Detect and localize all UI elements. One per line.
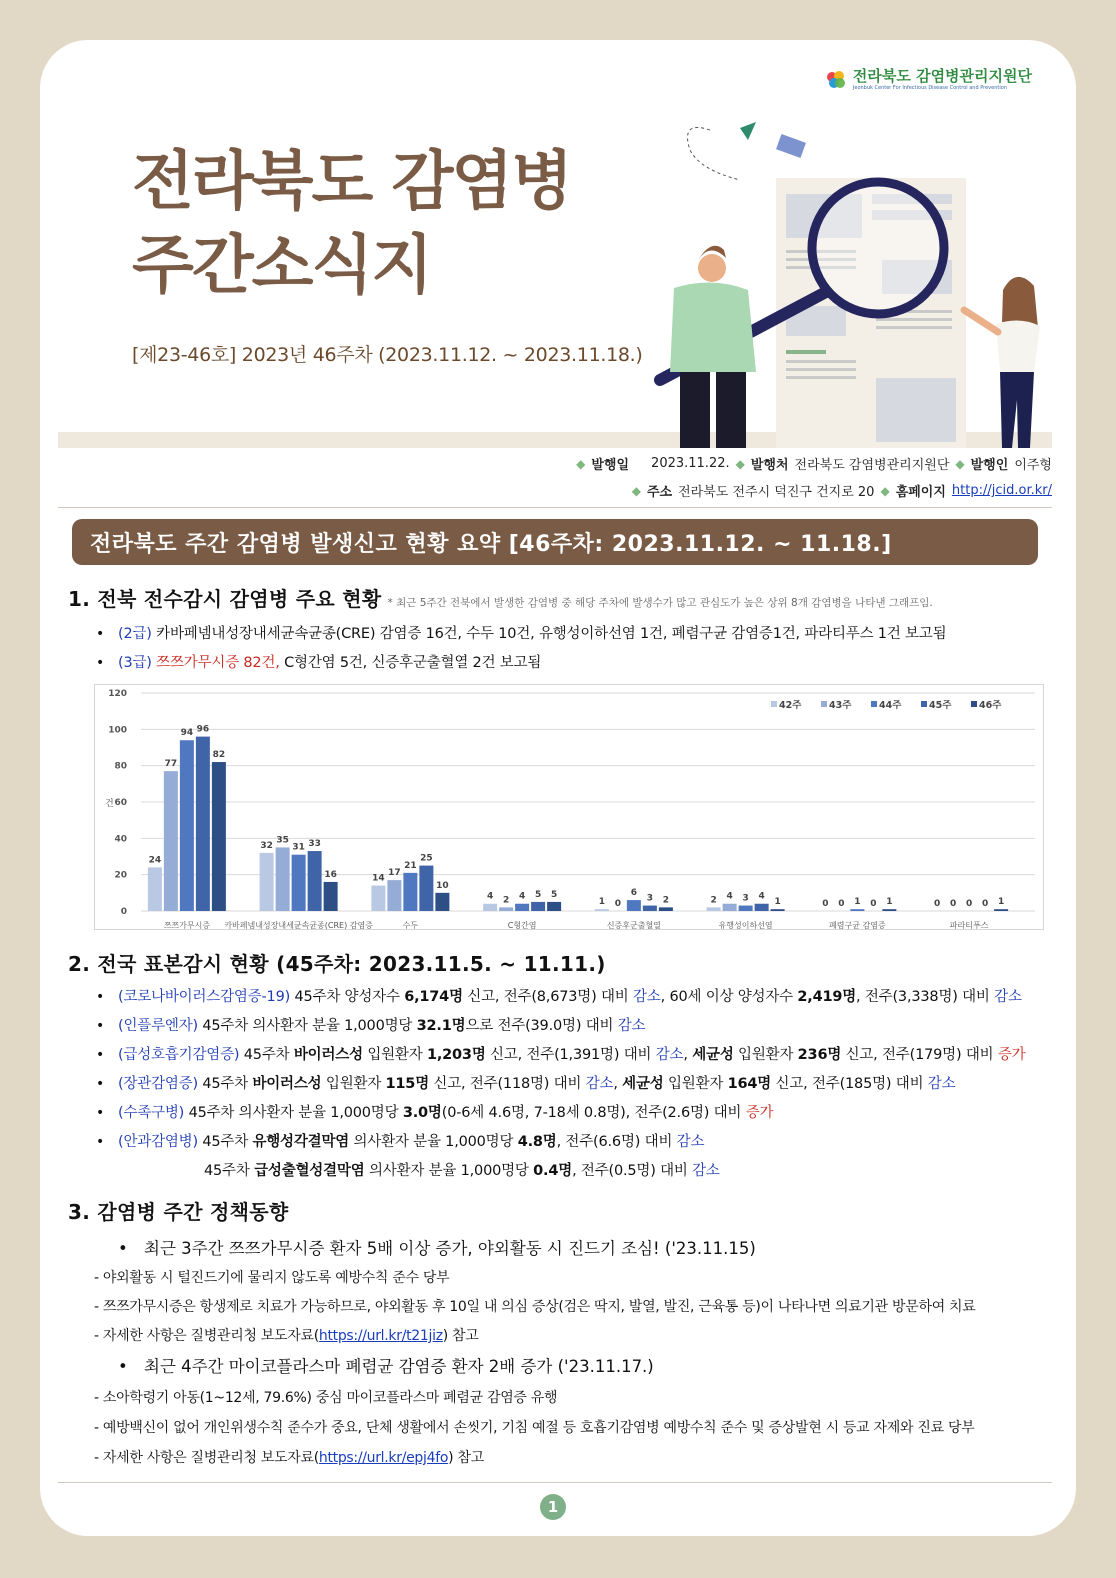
paper-plane-icon bbox=[740, 122, 756, 140]
trend-decrease: 감소 bbox=[633, 989, 661, 1005]
data-label: 17 bbox=[388, 868, 401, 879]
row-value: 0.4명 bbox=[533, 1163, 573, 1179]
data-label: 0 bbox=[870, 899, 877, 909]
bar bbox=[148, 867, 162, 911]
row-value: 세균성 bbox=[692, 1047, 734, 1063]
data-label: 77 bbox=[164, 759, 178, 770]
trend-decrease: 감소 bbox=[927, 1076, 956, 1092]
newsletter-page bbox=[40, 40, 1076, 1536]
category-label: 폐렴구균 감염증 bbox=[829, 921, 886, 930]
row-value: 유행성각결막염 bbox=[252, 1134, 350, 1150]
y-axis-label: 건 bbox=[105, 799, 114, 809]
row-text: , 전주(3,338명) 대비 bbox=[856, 989, 995, 1005]
bar bbox=[723, 904, 737, 911]
data-label: 4 bbox=[726, 891, 733, 902]
legend-swatch bbox=[921, 701, 927, 707]
row-text: , 전주(6.6명) 대비 bbox=[556, 1134, 677, 1150]
highlight-text: 쯔쯔가무시증 82건, bbox=[151, 655, 280, 671]
legend-label: 44주 bbox=[879, 700, 902, 711]
data-label: 82 bbox=[212, 750, 226, 761]
bar bbox=[371, 886, 385, 911]
bar bbox=[276, 847, 290, 911]
data-label: 5 bbox=[534, 889, 542, 900]
row-value: 236명 bbox=[797, 1047, 842, 1063]
policy-1-detail-3 bbox=[94, 1325, 479, 1345]
category-tag: (코로나바이러스감염증-19) bbox=[118, 989, 291, 1005]
diamond-bullet-icon: ◆ bbox=[735, 456, 745, 471]
newsletter-title bbox=[132, 140, 571, 308]
legend-label: 43주 bbox=[829, 700, 852, 711]
data-label: 0 bbox=[981, 899, 989, 909]
row-value: 3.0명 bbox=[402, 1105, 442, 1121]
hero-illustration bbox=[620, 110, 1060, 448]
data-label: 1 bbox=[854, 897, 861, 908]
data-label: 96 bbox=[196, 724, 210, 735]
logo-emblem-icon bbox=[825, 69, 847, 91]
section-2-row-respiratory: • (급성호흡기감염증) 45주차 바이러스성 입원환자 1,203명 신고, 전주(1,391명) 대비 감소, 세균성 입원환자 236명 신고, 전주(179명) 대비 증가 bbox=[96, 1047, 1026, 1063]
summary-title: 전라북도 주간 감염병 발생신고 현황 요약 [46주차: 2023.11.12. ~ 11.18.] bbox=[90, 531, 892, 557]
row-value: 바이러스성 bbox=[293, 1047, 363, 1063]
row-value: 급성출혈성결막염 bbox=[254, 1163, 365, 1179]
category-tag: (급성호흡기감염증) bbox=[118, 1047, 240, 1063]
category-label: 파라티푸스 bbox=[949, 921, 989, 930]
bar bbox=[387, 880, 401, 911]
policy-1-detail-1: - 야외활동 시 털진드기에 물리지 않도록 예방수칙 준수 당부 bbox=[94, 1270, 450, 1286]
category-tag: (장관감염증) bbox=[118, 1076, 198, 1092]
trend-decrease: 감소 bbox=[585, 1076, 614, 1092]
issue-date: 2023.11.22. bbox=[651, 456, 730, 471]
data-label: 0 bbox=[965, 899, 973, 909]
row-value: 6,174명 bbox=[404, 989, 463, 1005]
policy-2-detail-1: - 소아학령기 아동(1~12세, 79.6%) 중심 마이코플라스마 폐렴균 감염증 유행 bbox=[94, 1390, 558, 1406]
y-tick-label: 20 bbox=[114, 870, 127, 881]
y-tick-label: 0 bbox=[120, 907, 127, 917]
row-text: 입원환자 bbox=[362, 1047, 427, 1063]
row-text: 45주차 의사환자 분율 1,000명당 bbox=[184, 1105, 403, 1121]
data-label: 4 bbox=[486, 891, 494, 902]
legend-swatch bbox=[871, 701, 877, 707]
policy-2-detail-3 bbox=[94, 1447, 484, 1467]
organization-logo bbox=[825, 68, 1032, 91]
bar bbox=[292, 855, 306, 911]
category-label: 신증후군출혈열 bbox=[606, 921, 661, 930]
publisher: 전라북도 감염병관리지원단 bbox=[794, 458, 950, 473]
title-line-1: 전라북도 감염병 bbox=[132, 145, 572, 219]
y-tick-label: 80 bbox=[114, 761, 127, 772]
data-label: 35 bbox=[276, 835, 289, 846]
bar bbox=[308, 851, 322, 911]
legend-swatch bbox=[771, 701, 777, 707]
issuer-label: 발행인 bbox=[970, 458, 1009, 473]
section-2-row-enteric: • (장관감염증) 45주차 바이러스성 입원환자 115명 신고, 전주(118명) 대비 감소, 세균성 입원환자 164명 신고, 전주(185명) 대비 감소 bbox=[96, 1076, 956, 1092]
trend-decrease: 감소 bbox=[617, 1018, 646, 1034]
row-value: 1,203명 bbox=[426, 1047, 486, 1063]
bar bbox=[324, 882, 338, 911]
address-label: 주소 bbox=[647, 485, 673, 500]
publisher-label: 발행처 bbox=[750, 458, 789, 473]
data-label: 3 bbox=[646, 893, 654, 904]
section-2-row-covid: • (코로나바이러스감염증-19) 45주차 양성자수 6,174명 신고, 전주(8,673명) 대비 감소, 60세 이상 양성자수 2,419명, 전주(3,338명) 대비 감소 bbox=[96, 989, 1022, 1005]
address: 전라북도 전주시 덕진구 건지로 20 bbox=[678, 485, 875, 500]
data-label: 25 bbox=[420, 853, 433, 864]
data-label: 1 bbox=[886, 897, 893, 908]
bar bbox=[659, 907, 673, 911]
row-text: , 전주(0.5명) 대비 bbox=[572, 1163, 693, 1179]
bar bbox=[994, 909, 1008, 911]
issue-info: [제23-46호] 2023년 46주차 (2023.11.12. ~ 2023.11.18.) bbox=[132, 344, 643, 366]
envelope-icon bbox=[776, 134, 806, 158]
category-label: 수두 bbox=[402, 921, 419, 930]
diamond-bullet-icon: ◆ bbox=[631, 483, 641, 498]
data-label: 21 bbox=[404, 860, 417, 871]
legend-label: 42주 bbox=[779, 700, 802, 711]
detail-text: - 자세한 사항은 질병관리청 보도자료( bbox=[94, 1450, 319, 1466]
bar bbox=[260, 853, 274, 911]
data-label: 94 bbox=[180, 728, 194, 739]
bar bbox=[180, 740, 194, 911]
bar bbox=[547, 902, 561, 911]
section-2-row-influenza: • (인플루엔자) 45주차 의사환자 분율 1,000명당 32.1명으로 전주(39.0명) 대비 감소 bbox=[96, 1018, 646, 1034]
bar bbox=[531, 902, 545, 911]
y-tick-label: 60 bbox=[114, 798, 127, 808]
section-3-heading: 3. 감염병 주간 정책동향 bbox=[68, 1200, 289, 1224]
section-1-bullet-1: • (2급) 카바페넴내성장내세균속균종(CRE) 감염증 16건, 수두 10건, 유행성이하선염 1건, 폐렴구균 감염증1건, 파라티푸스 1건 보고됨 bbox=[96, 626, 947, 642]
bar bbox=[403, 873, 417, 911]
bullet-text: 카바페넴내성장내세균속균종(CRE) 감염증 16건, 수두 10건, 유행성이하선염 1건, 폐렴구균 감염증1건, 파라티푸스 1건 보고됨 bbox=[151, 626, 947, 642]
row-text: 45주차 의사환자 분율 1,000명당 bbox=[197, 1018, 417, 1034]
diamond-bullet-icon: ◆ bbox=[880, 483, 890, 498]
trend-decrease: 감소 bbox=[692, 1163, 720, 1179]
bar bbox=[435, 893, 449, 911]
row-text: 45주차 bbox=[239, 1047, 294, 1063]
row-value: 32.1명 bbox=[416, 1018, 466, 1034]
data-label: 0 bbox=[822, 899, 829, 909]
bar bbox=[707, 907, 721, 911]
data-label: 24 bbox=[148, 855, 162, 866]
weekly-infection-chart bbox=[94, 684, 1044, 930]
data-label: 33 bbox=[308, 839, 321, 850]
data-label: 5 bbox=[550, 889, 558, 900]
row-text: 신고, 전주(185명) 대비 bbox=[771, 1076, 928, 1092]
bar bbox=[483, 904, 497, 911]
y-tick-label: 120 bbox=[108, 689, 127, 699]
data-label: 1 bbox=[774, 897, 781, 908]
trend-decrease: 감소 bbox=[994, 989, 1022, 1005]
data-label: 4 bbox=[518, 891, 526, 902]
y-tick-label: 40 bbox=[114, 834, 127, 845]
bar bbox=[739, 906, 753, 911]
row-value: 4.8명 bbox=[517, 1134, 557, 1150]
policy-item-2: • 최근 4주간 마이코플라스마 폐렴균 감염증 환자 2배 증가 ('23.11.17.) bbox=[118, 1357, 654, 1376]
row-text: 45주차 양성자수 bbox=[290, 989, 405, 1005]
data-label: 0 bbox=[933, 899, 941, 909]
category-tag: (인플루엔자) bbox=[118, 1018, 198, 1034]
section-1-bullet-2: • (3급) 쯔쯔가무시증 82건, C형간염 5건, 신증후군출혈열 2건 보고됨 bbox=[96, 655, 542, 671]
legend-label: 46주 bbox=[979, 700, 1002, 711]
category-label: 유행성이하선염 bbox=[718, 921, 773, 930]
press-release-link[interactable]: https://url.kr/epj4fo bbox=[318, 1450, 449, 1466]
row-text: , bbox=[683, 1047, 693, 1063]
issuer: 이주형 bbox=[1014, 458, 1052, 473]
trend-increase: 증가 bbox=[997, 1047, 1026, 1063]
grade-tag: (2급) bbox=[118, 626, 152, 642]
trend-decrease: 감소 bbox=[676, 1134, 705, 1150]
data-label: 16 bbox=[324, 869, 337, 880]
row-text: , 60세 이상 양성자수 bbox=[660, 989, 798, 1005]
row-text: 입원환자 bbox=[663, 1076, 728, 1092]
category-label: 쯔쯔가무시증 bbox=[163, 921, 211, 930]
bar bbox=[771, 909, 785, 911]
data-label: 2 bbox=[662, 895, 670, 906]
data-label: 14 bbox=[372, 873, 385, 884]
bar bbox=[419, 866, 433, 911]
row-text: (0-6세 4.6명, 7-18세 0.8명), 전주(2.6명) 대비 bbox=[441, 1105, 746, 1121]
section-2-row-eye-2 bbox=[204, 1159, 720, 1180]
bar bbox=[515, 904, 529, 911]
legend-label: 45주 bbox=[929, 700, 952, 711]
bar bbox=[595, 909, 609, 911]
category-tag: (수족구병) bbox=[118, 1105, 185, 1121]
bar bbox=[212, 762, 226, 911]
bar bbox=[643, 906, 657, 911]
row-text: 의사환자 분율 1,000명당 bbox=[349, 1134, 518, 1150]
section-2-row-hfmd: • (수족구병) 45주차 의사환자 분율 1,000명당 3.0명(0-6세 4.6명, 7-18세 0.8명), 전주(2.6명) 대비 증가 bbox=[96, 1105, 774, 1121]
bullet-text: C형간염 5건, 신증후군출혈열 2건 보고됨 bbox=[279, 655, 542, 671]
row-value: 세균성 bbox=[622, 1076, 664, 1092]
bar-chart-svg bbox=[95, 685, 1045, 931]
row-text: 신고, 전주(1,391명) 대비 bbox=[485, 1047, 656, 1063]
bar bbox=[196, 737, 210, 911]
policy-2-detail-2: - 예방백신이 없어 개인위생수칙 준수가 중요, 단체 생활에서 손씻기, 기침 예절 등 호흡기감염병 예방수칙 준수 및 증상발현 시 등교 자제와 진료 당부 bbox=[94, 1420, 975, 1436]
divider bbox=[58, 507, 1052, 508]
detail-text: ) 참고 bbox=[442, 1328, 479, 1344]
row-text: 신고, 전주(8,673명) 대비 bbox=[462, 989, 633, 1005]
grade-tag: (3급) bbox=[118, 655, 152, 671]
data-label: 4 bbox=[758, 891, 765, 902]
data-label: 1 bbox=[997, 897, 1005, 908]
data-label: 0 bbox=[949, 899, 957, 909]
row-text: 45주차 bbox=[197, 1076, 253, 1092]
data-label: 0 bbox=[614, 899, 622, 909]
y-tick-label: 100 bbox=[108, 725, 127, 736]
row-text: 입원환자 bbox=[733, 1047, 798, 1063]
row-text: 으로 전주(39.0명) 대비 bbox=[465, 1018, 618, 1034]
policy-title: 최근 4주간 마이코플라스마 폐렴균 감염증 환자 2배 증가 ('23.11.17.) bbox=[144, 1357, 654, 1376]
bar bbox=[850, 909, 864, 911]
meta-row-2 bbox=[632, 481, 1052, 500]
diamond-bullet-icon: ◆ bbox=[955, 456, 965, 471]
data-label: 6 bbox=[630, 888, 638, 899]
title-line-2: 주간소식지 bbox=[132, 229, 432, 303]
legend-swatch bbox=[821, 701, 827, 707]
data-label: 10 bbox=[436, 880, 449, 891]
row-value: 2,419명 bbox=[797, 989, 857, 1005]
page-number: 1 bbox=[540, 1494, 566, 1520]
legend-swatch bbox=[971, 701, 977, 707]
row-value: 164명 bbox=[727, 1076, 772, 1092]
issue-date-label: 발행일 bbox=[591, 458, 630, 473]
data-label: 1 bbox=[598, 897, 606, 908]
trend-increase: 증가 bbox=[745, 1105, 774, 1121]
row-text: 45주차 bbox=[204, 1163, 255, 1179]
row-text: 45주차 bbox=[197, 1134, 253, 1150]
summary-title-bar bbox=[72, 519, 1038, 565]
detail-text: ) 참고 bbox=[448, 1450, 484, 1466]
row-text: 입원환자 bbox=[321, 1076, 386, 1092]
section-2-heading: 2. 전국 표본감시 현황 (45주차: 2023.11.5. ~ 11.11.) bbox=[68, 952, 606, 976]
data-label: 2 bbox=[710, 895, 717, 906]
section-1-heading bbox=[68, 583, 933, 612]
meta-row-1 bbox=[576, 454, 1052, 473]
homepage-link[interactable]: http://jcid.or.kr/ bbox=[951, 483, 1052, 498]
data-label: 32 bbox=[260, 840, 273, 851]
data-label: 0 bbox=[838, 899, 845, 909]
row-text: 신고, 전주(118명) 대비 bbox=[429, 1076, 586, 1092]
section-1-note: * 최근 5주간 전북에서 발생한 감염병 중 해당 주차에 발생수가 많고 관심도가 높은 상위 8개 감염병을 나타낸 그래프임. bbox=[387, 597, 933, 609]
category-label: 카바페넴내성장내세균속균종(CRE) 감염증 bbox=[224, 921, 373, 930]
homepage-label: 홈페이지 bbox=[895, 485, 946, 500]
section-1-heading-text: 1. 전북 전수감시 감염병 주요 현황 bbox=[68, 587, 382, 611]
policy-item-1: • 최근 3주간 쯔쯔가무시증 환자 5배 이상 증가, 야외활동 시 진드기 조심! ('23.11.15) bbox=[118, 1239, 756, 1258]
data-label: 3 bbox=[742, 893, 749, 904]
row-text: 신고, 전주(179명) 대비 bbox=[841, 1047, 998, 1063]
row-value: 115명 bbox=[385, 1076, 430, 1092]
bar bbox=[164, 771, 178, 911]
press-release-link[interactable]: https://url.kr/t21jiz bbox=[318, 1328, 443, 1344]
detail-text: - 자세한 사항은 질병관리청 보도자료( bbox=[94, 1328, 319, 1344]
logo-subtitle: Jeonbuk Center For Infectious Disease Control and Prevention bbox=[852, 85, 1007, 91]
category-tag: (안과감염병) bbox=[118, 1134, 198, 1150]
bar bbox=[627, 900, 641, 911]
logo-title: 전라북도 감염병관리지원단 bbox=[852, 67, 1032, 85]
row-text: , bbox=[613, 1076, 623, 1092]
footer-divider bbox=[58, 1482, 1052, 1483]
trend-decrease: 감소 bbox=[655, 1047, 684, 1063]
diamond-bullet-icon: ◆ bbox=[576, 456, 586, 471]
bar bbox=[882, 909, 896, 911]
bar bbox=[499, 907, 513, 911]
data-label: 31 bbox=[292, 842, 305, 853]
bar bbox=[755, 904, 769, 911]
section-2-row-eye-1: • (안과감염병) 45주차 유행성각결막염 의사환자 분율 1,000명당 4.8명, 전주(6.6명) 대비 감소 bbox=[96, 1134, 705, 1150]
row-text: 의사환자 분율 1,000명당 bbox=[364, 1163, 534, 1179]
category-label: C형간염 bbox=[507, 921, 537, 930]
row-value: 바이러스성 bbox=[252, 1076, 322, 1092]
policy-title: 최근 3주간 쯔쯔가무시증 환자 5배 이상 증가, 야외활동 시 진드기 조심! ('23.11.15) bbox=[144, 1239, 756, 1258]
data-label: 2 bbox=[502, 895, 510, 906]
policy-1-detail-2: - 쯔쯔가무시증은 항생제로 치료가 가능하므로, 야외활동 후 10일 내 의심 증상(검은 딱지, 발열, 발진, 근육통 등)이 나타나면 의료기관 방문하여 치료 bbox=[94, 1299, 976, 1315]
